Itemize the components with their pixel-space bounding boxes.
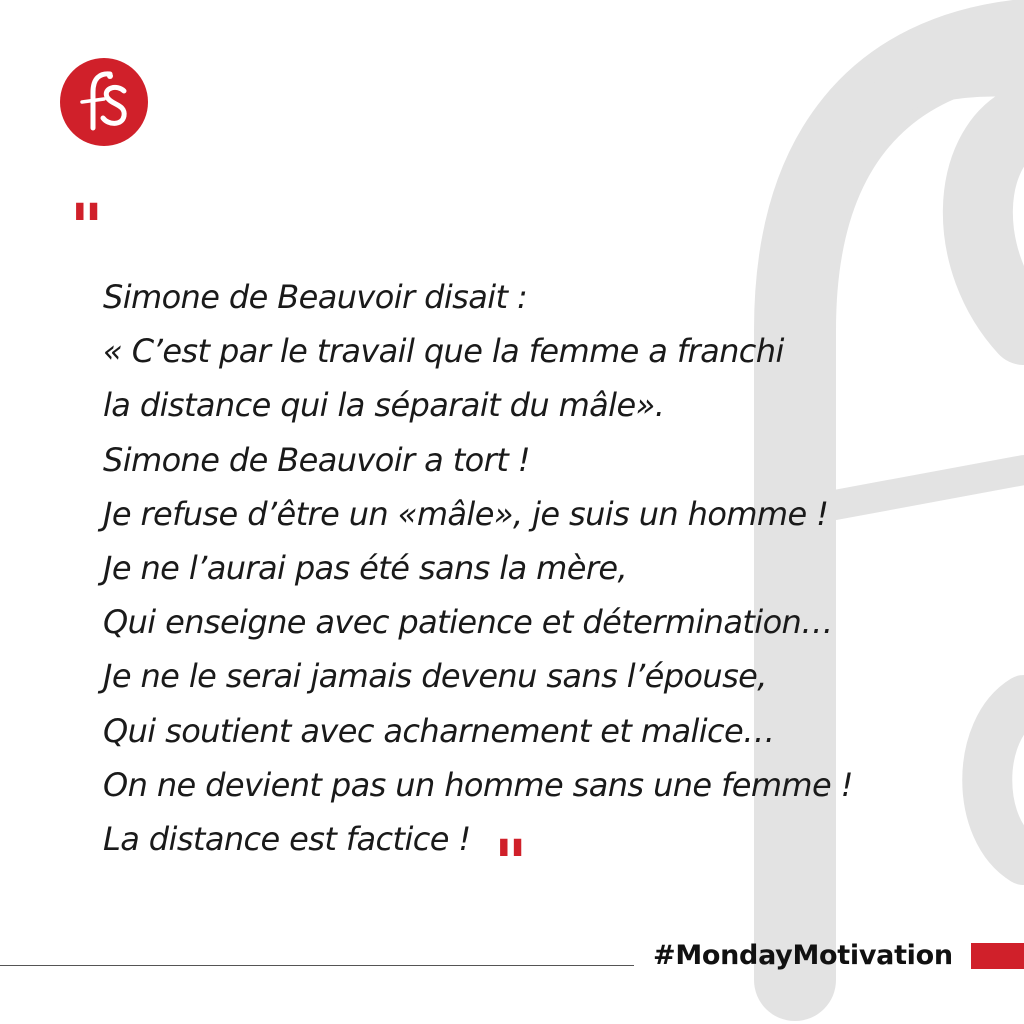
quote-line: Simone de Beauvoir a tort ! [103,440,530,479]
quote-line: « C’est par le travail que la femme a franchi [103,332,784,371]
quote-line: Qui enseigne avec patience et détermination… [103,603,833,642]
footer-divider [0,965,634,966]
close-quote-mark: " [494,826,528,901]
open-quote-mark: " [70,190,104,265]
quote-line: Je ne l’aurai pas été sans la mère, [103,549,628,588]
quote-line: la distance qui la séparait du mâle». [103,386,665,425]
quote-line: Je ne le serai jamais devenu sans l’épouse, [103,657,767,696]
fs-monogram-logo-icon [60,58,148,146]
quote-line: Simone de Beauvoir disait : [103,278,528,316]
hashtag: #MondayMotivation [653,940,953,971]
quote-line: Qui soutient avec acharnement et malice… [103,711,775,750]
quote-text [103,270,903,866]
quote-line: Je refuse d’être un «mâle», je suis un homme ! [103,494,829,533]
accent-bar [971,943,1024,969]
quote-line: La distance est factice ! [103,820,471,859]
quote-line: On ne devient pas un homme sans une femme ! [103,765,853,804]
